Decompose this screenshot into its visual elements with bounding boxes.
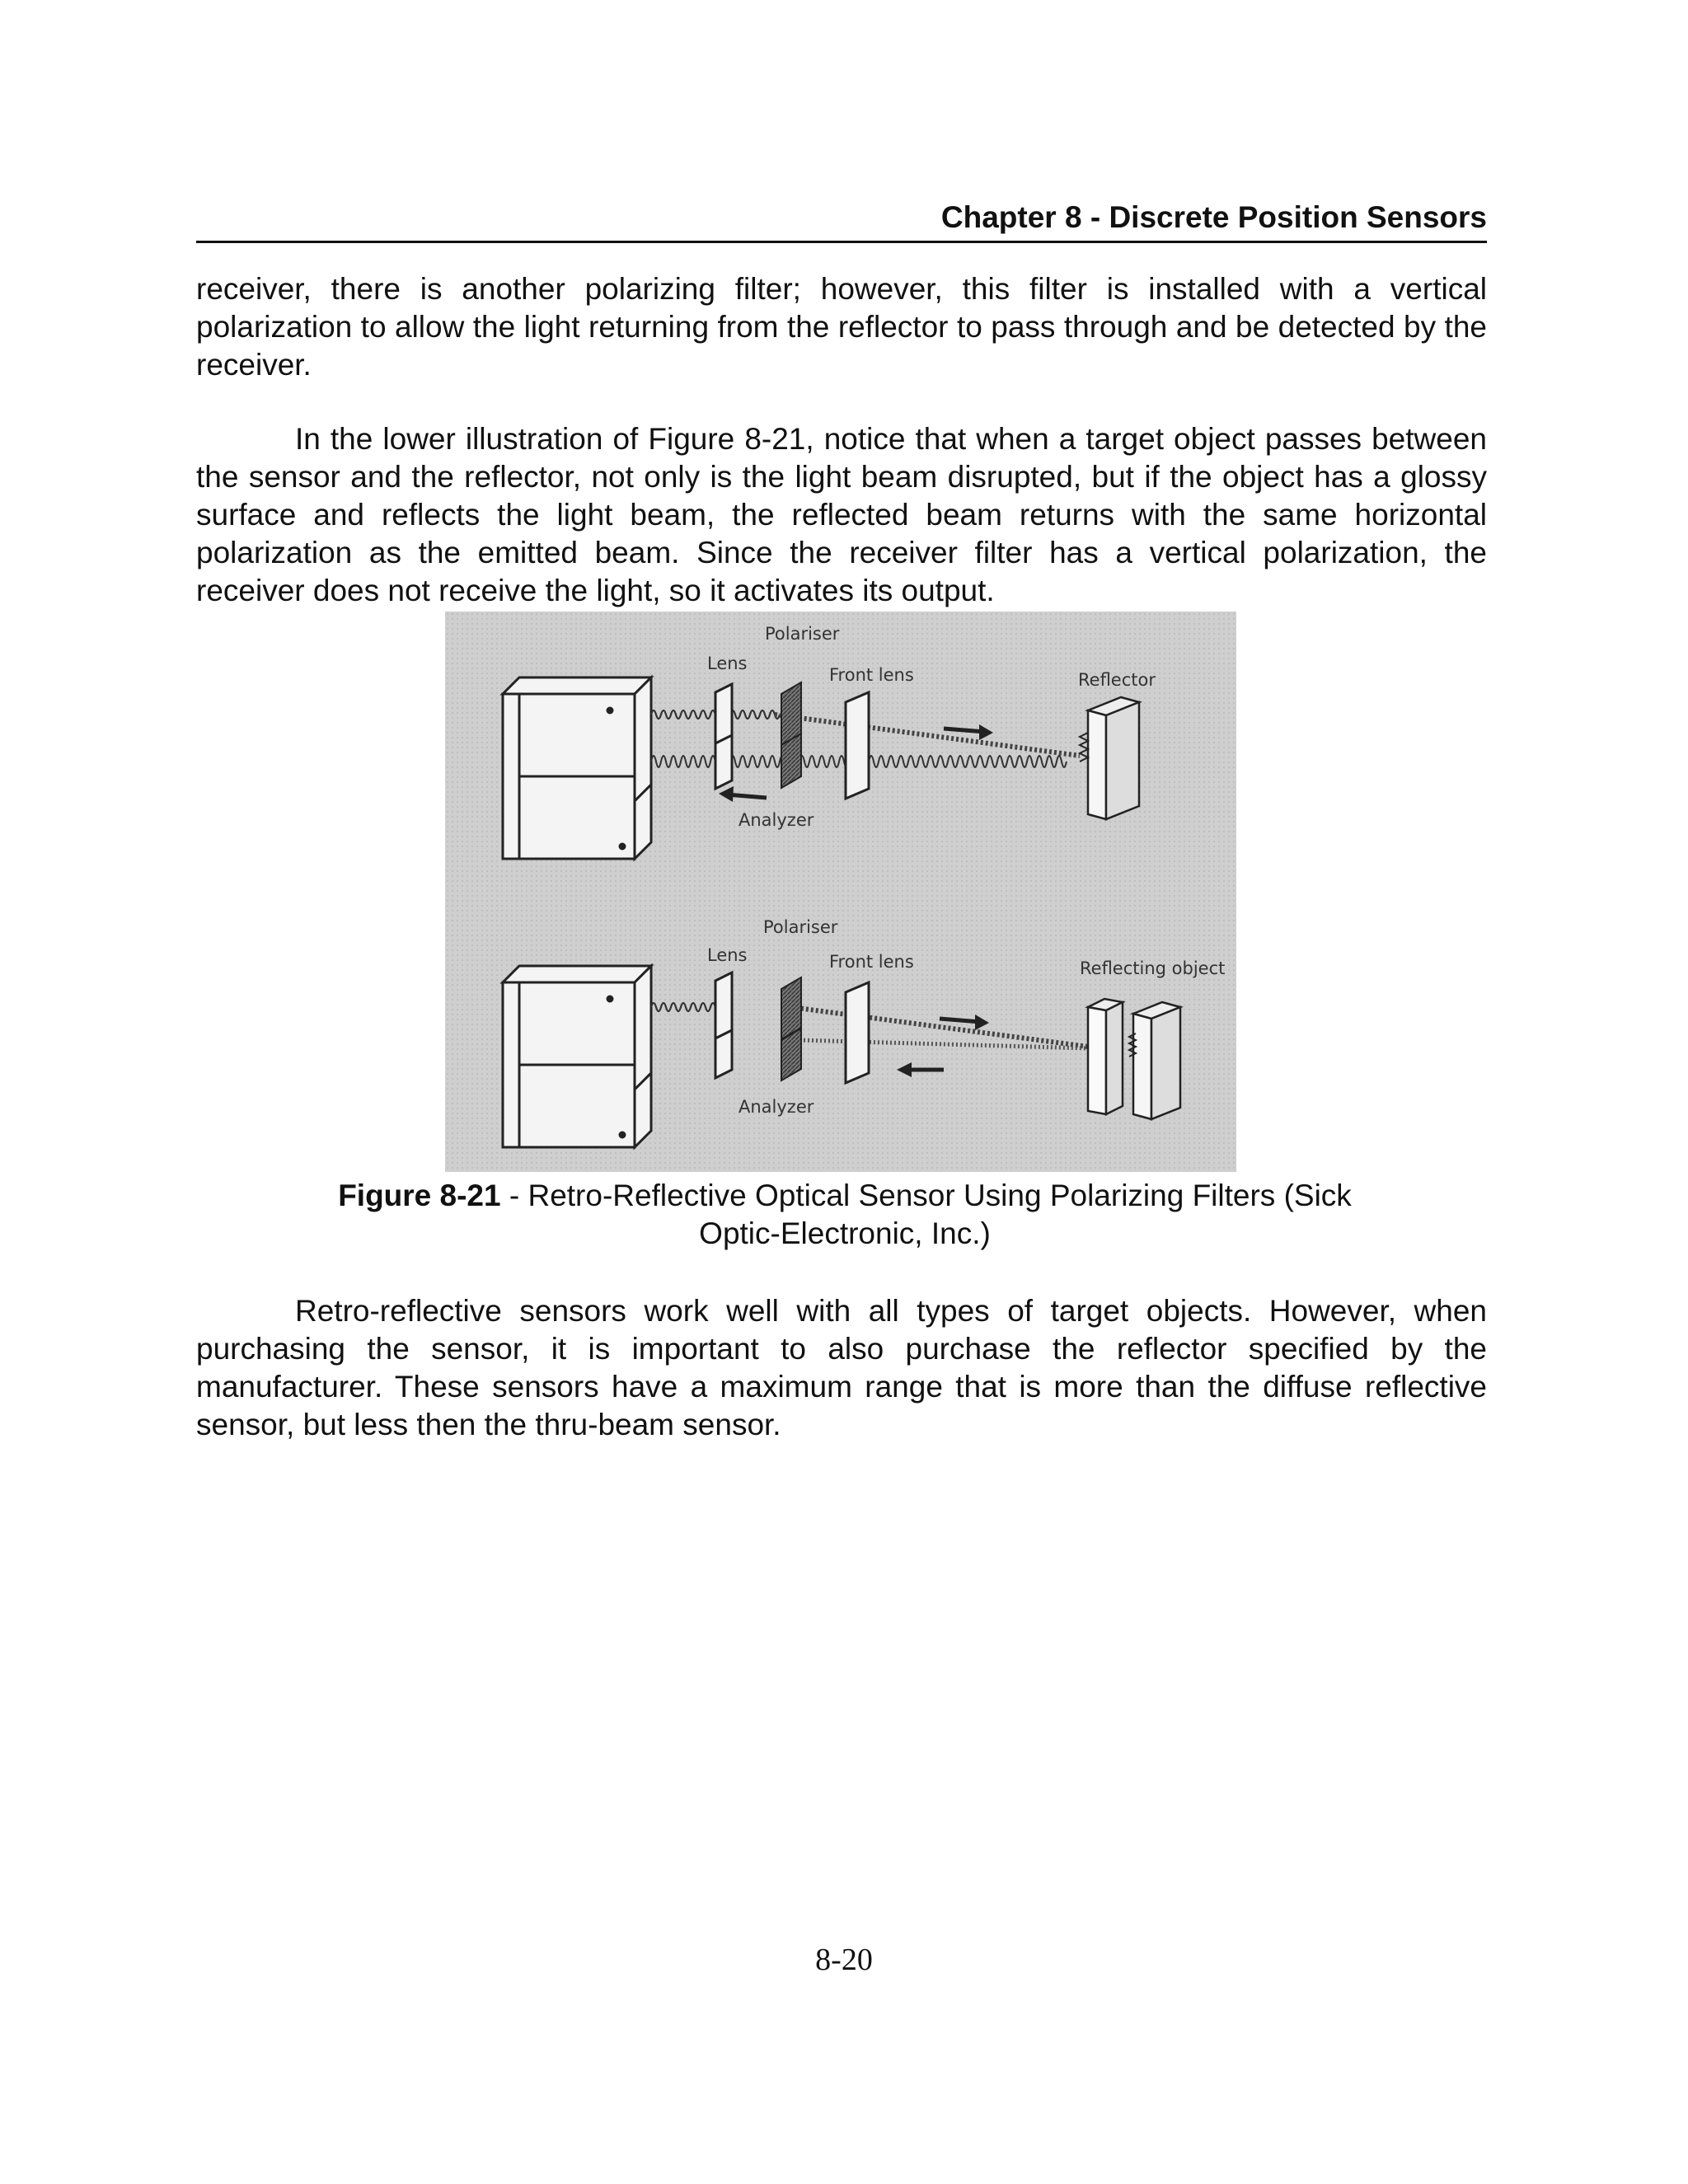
analyzer-lens-bottom: [715, 1030, 732, 1078]
front-lens-bottom: [846, 982, 869, 1083]
label-lens-bottom: Lens: [707, 945, 748, 965]
label-reflector-top: Reflector: [1078, 670, 1156, 690]
reflecting-object-bottom: [1088, 999, 1123, 1114]
paragraph-1: receiver, there is another polarizing filter; however, this filter is installed with a vertical polarization to allow the light returning from the reflector to pass through and be detected by the receiver.: [196, 272, 1487, 382]
lens-bottom: [715, 972, 732, 1038]
figure-label: Figure 8-21: [338, 1179, 501, 1212]
sensor-housing-bottom: [503, 966, 651, 1147]
label-polariser-top: Polariser: [765, 624, 840, 644]
label-lens-top: Lens: [707, 654, 748, 673]
retro-reflective-sensor-diagram: [445, 612, 1236, 1172]
chapter-title: Chapter 8 - Discrete Position Sensors: [940, 200, 1487, 234]
figure-caption: [330, 1177, 1360, 1253]
label-polariser-bottom: Polariser: [763, 917, 838, 937]
paragraph-3: Retro-reflective sensors work well with all types of target objects. However, when purchasing the sensor, it is important to also purchase the reflector specified by the manufacturer. These sensors have a maximum range that is more than the diffuse reflective sensor, but less then the thru-beam sensor.: [196, 1294, 1487, 1441]
label-reflecting-object-bottom: Reflecting object: [1080, 958, 1226, 978]
front-lens-top: [846, 692, 869, 799]
label-front-lens-top: Front lens: [829, 665, 914, 685]
page-number: 8-20: [815, 1943, 873, 1977]
label-front-lens-bottom: Front lens: [829, 952, 914, 972]
analyzer-lens-top: [715, 735, 732, 789]
sensor-housing-top: [503, 677, 651, 859]
label-analyzer-bottom: Analyzer: [738, 1097, 814, 1117]
figure-8-21-illustration: [445, 612, 1236, 1172]
figure-caption-text: - Retro-Reflective Optical Sensor Using Polarizing Filters (Sick Optic-Electronic, Inc.): [500, 1179, 1352, 1250]
paragraph-2: In the lower illustration of Figure 8-21, notice that when a target object passes between the sensor and the reflector, not only is the light beam disrupted, but if the object has a glossy surface and reflects the light beam, the reflected beam returns with the same horizontal polarization as the emitted beam. Since the receiver filter has a vertical polarization, the receiver does not receive the light, so it activates its output.: [196, 422, 1487, 607]
reflector-top: [1080, 697, 1139, 819]
page-header: [196, 198, 1487, 243]
label-analyzer-top: Analyzer: [738, 810, 814, 830]
reflector-bottom: [1129, 1002, 1180, 1119]
